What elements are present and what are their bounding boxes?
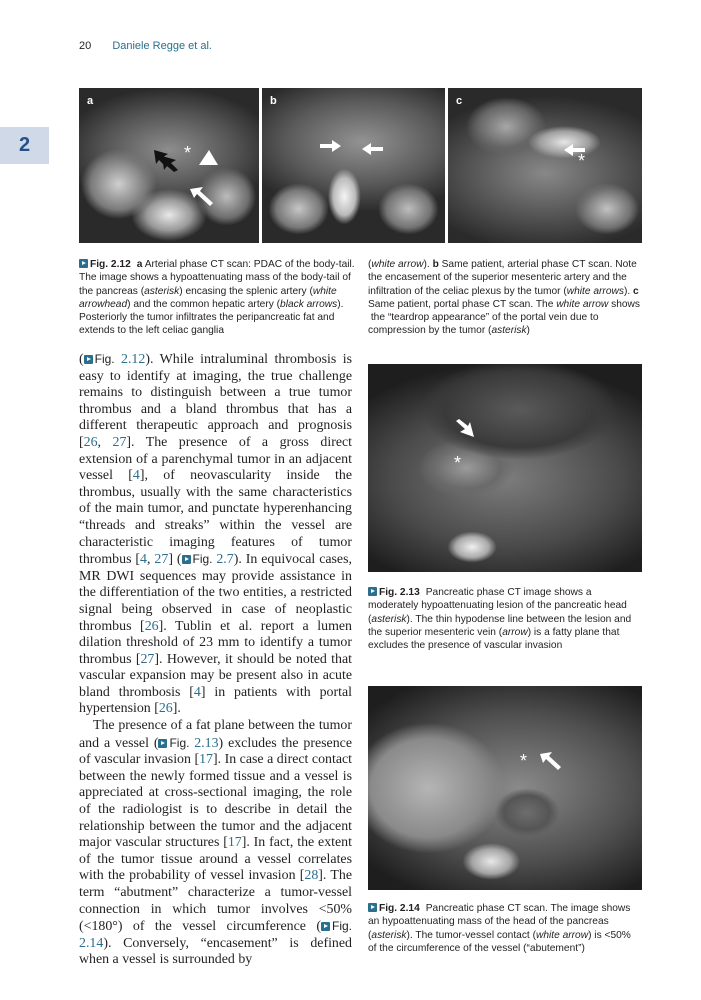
running-header	[79, 40, 212, 52]
black-arrows-icon	[152, 148, 182, 172]
panel-label-c: c	[456, 95, 463, 107]
white-arrow-icon	[540, 752, 562, 772]
caption-text: a Arterial phase CT scan: PDAC of the body-tail. The image shows a hypoattenuating mass of the body-tail of the pancreas (asterisk) encasing the splenic artery (white arrowhead) and the common hepatic artery (black arrows). Posteriorly the tumor infiltrates the peripancreatic fat and extends to the left celiac ganglia	[79, 259, 355, 337]
caption-label: Fig. 2.12	[90, 259, 131, 270]
figure-marker-icon	[79, 259, 88, 268]
panel-label-b: b	[270, 95, 277, 107]
white-arrow-icon	[362, 143, 384, 155]
fig-2-13-image	[368, 364, 642, 572]
fig-2-14-image	[368, 686, 642, 890]
caption-text: Pancreatic phase CT image shows a moderately hypoattenuating lesion of the pancreatic head (asterisk). The thin hypodense line between the lesion and the superior mesenteric vein (arrow) is a fatty plane that excludes the presence of vascular invasion	[368, 587, 632, 652]
arrowhead-icon	[199, 150, 219, 166]
white-arrow-icon	[320, 140, 342, 152]
caption-text: (white arrow). b Same patient, arterial phase CT scan. Note the encasement of the superior mesenteric artery and the infiltration of the celiac plexus by the tumor (white arrows). c Same patient, portal phase CT scan. The white arrow shows the “teardrop appearance” of the portal vein due to compression by the tumor (asterisk)	[368, 259, 641, 337]
page-number: 20	[79, 40, 92, 52]
figure-marker-icon	[368, 587, 377, 596]
fig-2-12-panel-b	[262, 88, 445, 243]
panel-label-a: a	[87, 95, 94, 107]
fig-2-12-caption-right	[368, 258, 642, 338]
asterisk-marker: *	[454, 453, 462, 473]
asterisk-marker: *	[184, 143, 192, 163]
fig-2-12-panel-c	[448, 88, 642, 243]
fig-2-12-panel-a	[79, 88, 259, 243]
chapter-tab: 2	[0, 127, 49, 164]
caption-text: Pancreatic phase CT scan. The image shows an hypoattenuating mass of the head of the pancreas (asterisk). The tumor-vessel contact (white arrow) is <50% of the circumference of the vessel (“abutement”)	[368, 903, 631, 954]
caption-label: Fig. 2.14	[379, 903, 420, 914]
figure-marker-icon	[368, 903, 377, 912]
asterisk-marker: *	[578, 151, 586, 171]
asterisk-marker: *	[520, 751, 528, 771]
caption-label: Fig. 2.13	[379, 587, 420, 598]
body-text: ( Fig. 2.12). While intraluminal thrombosis is easy to identify at imaging, the true challenge remains to distinguish between a true tumor thrombus and a bland thrombus that has a different therapeutic approach and prognosis [26, 27]. The presence of a gross direct extension of a parenchymal tumor in an adjacent vessel [4], of neovascularity inside the thrombus, usually with the same characteristics of the main tumor, and punctate hyperenhancing “threads and streaks” within the vessel are characteristic imaging features of tumor thrombus [4, 27] ( Fig. 2.7). In equivocal cases, MR DWI sequences may provide assistance in the differentiation of the two entities, a restricted signal being observed in case of neoplastic thrombus [26]. Tublin et al. report a lumen dilation threshold of 23 mm to identify a tumor thrombus [27]. However, it should be noted that vascular expansion may be present also in acute bland thrombosis [4] in patients with portal hypertension [26]. The presence of a fat plane between the tumor and a vessel ( Fig. 2.13) excludes the presence of vascular invasion [17]. In case a direct contact between the newly formed tissue and a vessel is appreciated at cross-sectional imaging, the role of the radiologist is to describe in detail the relationship between the tumor and the adjacent major vascular structures [17]. In fact, the extent of the tumor tissue around a vessel correlates with the probability of vessel invasion [28]. The term “abutment” characterize a tumor-vessel connection in which tumor involves <50% (<180°) of the vessel circumference ( Fig. 2.14). Conversely, “encasement” is defined when a vessel is surrounded by	[79, 352, 353, 968]
fig-2-13-caption	[368, 586, 642, 652]
fig-2-12-caption-left	[79, 258, 355, 338]
white-arrow-icon	[189, 186, 215, 208]
white-arrow-icon	[456, 419, 476, 439]
running-author: Daniele Regge et al.	[112, 40, 212, 52]
fig-2-14-caption	[368, 902, 642, 955]
